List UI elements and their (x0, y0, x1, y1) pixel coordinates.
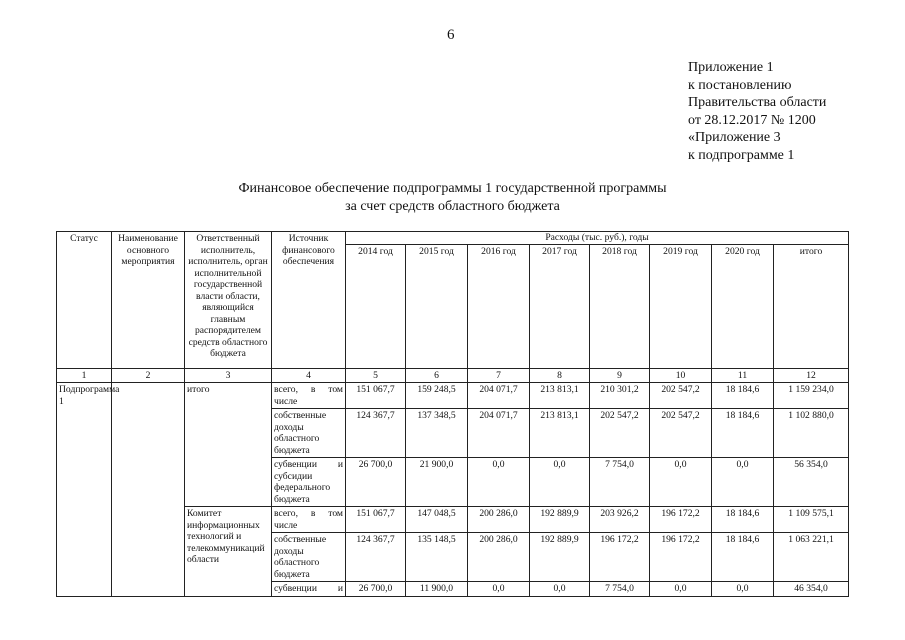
source-cell: субвенции и субсидии федерального бюджета (272, 458, 346, 507)
value-cell: 202 547,2 (650, 409, 712, 458)
value-cell: 204 071,7 (468, 409, 530, 458)
value-cell: 18 184,6 (712, 383, 774, 409)
source-cell: субвенции и (272, 582, 346, 597)
source-cell: всего, в том числе (272, 383, 346, 409)
value-cell: 196 172,2 (650, 533, 712, 582)
value-cell: 192 889,9 (530, 533, 590, 582)
value-cell: 1 102 880,0 (774, 409, 849, 458)
col-number: 11 (712, 368, 774, 383)
value-cell: 135 148,5 (406, 533, 468, 582)
header-executor: Ответственный исполнитель, исполнитель, орган исполнительной государственной власти области, являющийся главным распорядителем средств областного бюджета (185, 232, 272, 369)
header-year: 2020 год (712, 244, 774, 368)
header-status: Статус (57, 232, 112, 369)
col-number: 8 (530, 368, 590, 383)
value-cell: 202 547,2 (590, 409, 650, 458)
value-cell: 213 813,1 (530, 383, 590, 409)
document-title (0, 180, 905, 216)
source-cell: всего, в том числе (272, 507, 346, 533)
value-cell: 210 301,2 (590, 383, 650, 409)
value-cell: 0,0 (712, 582, 774, 597)
value-cell: 21 900,0 (406, 458, 468, 507)
col-number: 6 (406, 368, 468, 383)
header-year: 2017 год (530, 244, 590, 368)
header-year: 2014 год (346, 244, 406, 368)
header-year: 2019 год (650, 244, 712, 368)
col-number: 1 (57, 368, 112, 383)
title-line-2: за счет средств областного бюджета (345, 199, 560, 214)
value-cell: 196 172,2 (650, 507, 712, 533)
value-cell: 0,0 (650, 458, 712, 507)
value-cell: 11 900,0 (406, 582, 468, 597)
value-cell: 159 248,5 (406, 383, 468, 409)
col-number: 5 (346, 368, 406, 383)
value-cell: 0,0 (530, 582, 590, 597)
col-number: 3 (185, 368, 272, 383)
value-cell: 7 754,0 (590, 458, 650, 507)
value-cell: 46 354,0 (774, 582, 849, 597)
value-cell: 151 067,7 (346, 383, 406, 409)
value-cell: 0,0 (650, 582, 712, 597)
header-year: 2015 год (406, 244, 468, 368)
col-number: 2 (112, 368, 185, 383)
col-number: 7 (468, 368, 530, 383)
appendix-block (688, 59, 826, 164)
value-cell: 200 286,0 (468, 533, 530, 582)
col-number: 10 (650, 368, 712, 383)
value-cell: 1 159 234,0 (774, 383, 849, 409)
value-cell: 203 926,2 (590, 507, 650, 533)
appendix-line: Правительства области (688, 95, 827, 110)
source-cell: собственные доходы областного бюджета (272, 533, 346, 582)
value-cell: 56 354,0 (774, 458, 849, 507)
appendix-line: Приложение 1 (688, 60, 774, 75)
source-cell: собственные доходы областного бюджета (272, 409, 346, 458)
table-row (57, 383, 849, 409)
value-cell: 151 067,7 (346, 507, 406, 533)
appendix-line: от 28.12.2017 № 1200 (688, 112, 816, 128)
appendix-line: «Приложение 3 (688, 130, 781, 145)
financing-table (56, 231, 849, 597)
executor-cell: итого (185, 383, 272, 507)
header-year: итого (774, 244, 849, 368)
value-cell: 213 813,1 (530, 409, 590, 458)
value-cell: 124 367,7 (346, 409, 406, 458)
value-cell: 147 048,5 (406, 507, 468, 533)
appendix-line: к подпрограмме 1 (688, 147, 795, 163)
value-cell: 204 071,7 (468, 383, 530, 409)
status-cell: Подпрограмма 1 (57, 383, 112, 597)
value-cell: 200 286,0 (468, 507, 530, 533)
value-cell: 0,0 (468, 458, 530, 507)
value-cell: 124 367,7 (346, 533, 406, 582)
value-cell: 18 184,6 (712, 409, 774, 458)
name-cell (112, 383, 185, 597)
value-cell: 18 184,6 (712, 507, 774, 533)
col-number: 12 (774, 368, 849, 383)
col-number: 9 (590, 368, 650, 383)
value-cell: 0,0 (530, 458, 590, 507)
header-year: 2016 год (468, 244, 530, 368)
value-cell: 18 184,6 (712, 533, 774, 582)
value-cell: 26 700,0 (346, 458, 406, 507)
appendix-line: к постановлению (688, 77, 792, 93)
header-source: Источник финансового обеспечения (272, 232, 346, 369)
value-cell: 202 547,2 (650, 383, 712, 409)
value-cell: 196 172,2 (590, 533, 650, 582)
value-cell: 1 063 221,1 (774, 533, 849, 582)
value-cell: 0,0 (468, 582, 530, 597)
value-cell: 0,0 (712, 458, 774, 507)
title-line-1: Финансовое обеспечение подпрограммы 1 государственной программы (238, 181, 667, 196)
value-cell: 26 700,0 (346, 582, 406, 597)
header-expenses: Расходы (тыс. руб.), годы (346, 232, 849, 245)
col-number: 4 (272, 368, 346, 383)
value-cell: 192 889,9 (530, 507, 590, 533)
value-cell: 137 348,5 (406, 409, 468, 458)
executor-cell: Комитет информационных технологий и телекоммуникаций области (185, 507, 272, 597)
page-number: 6 (447, 27, 455, 43)
value-cell: 7 754,0 (590, 582, 650, 597)
value-cell: 1 109 575,1 (774, 507, 849, 533)
header-year: 2018 год (590, 244, 650, 368)
header-name: Наименование основного мероприятия (112, 232, 185, 369)
